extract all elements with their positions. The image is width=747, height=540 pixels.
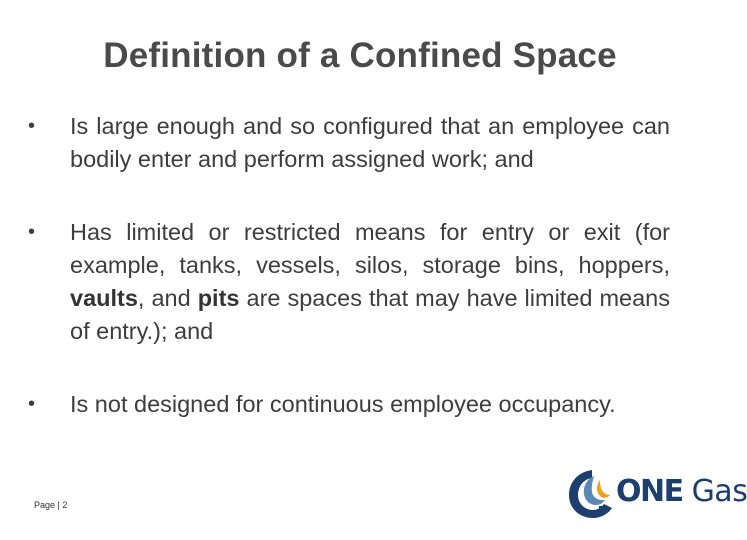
logo-one: ONE bbox=[616, 474, 683, 509]
bullet-item-1 bbox=[28, 110, 670, 176]
bullet-list bbox=[28, 110, 670, 421]
bullet-bold-vaults: vaults bbox=[70, 285, 138, 311]
flame-g-icon bbox=[566, 466, 618, 522]
bullet-dot: • bbox=[28, 221, 36, 243]
bullet-text-2c: are spaces that may have limited means of entry.); and bbox=[70, 285, 671, 344]
bullet-text-2b: , and bbox=[137, 285, 198, 311]
bullet-item-3 bbox=[28, 388, 630, 421]
logo-wordmark bbox=[616, 474, 747, 509]
bullet-text-3: Is not designed for continuous employee occupancy. bbox=[70, 391, 616, 417]
one-gas-logo bbox=[566, 466, 747, 522]
bullet-dot: • bbox=[28, 393, 36, 415]
bullet-text-1: Is large enough and so configured that an employee can bodily enter and perform assigned work; and bbox=[70, 113, 670, 172]
bullet-bold-pits: pits bbox=[197, 285, 240, 311]
bullet-dot: • bbox=[28, 115, 36, 137]
bullet-item-2 bbox=[28, 216, 670, 348]
page-number: Page | 2 bbox=[34, 500, 68, 510]
bullet-text-2a: Has limited or restricted means for entry or exit (for example, tanks, vessels, silos, storage bins, hoppers, bbox=[70, 219, 670, 278]
logo-gas: Gas bbox=[691, 474, 747, 509]
slide-title: Definition of a Confined Space bbox=[103, 36, 617, 75]
